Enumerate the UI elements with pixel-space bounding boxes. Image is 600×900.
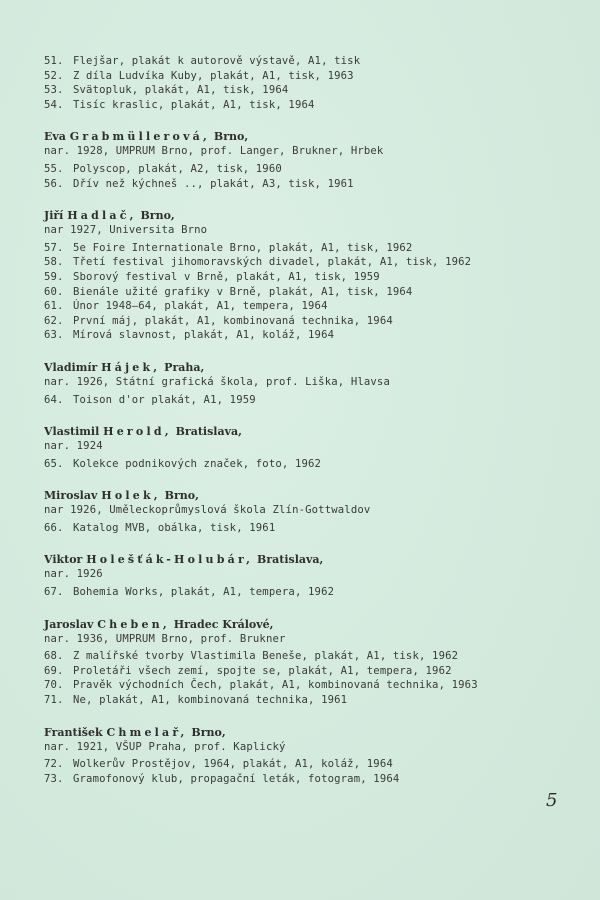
- entry-number: 68.: [44, 650, 64, 663]
- artist-section-cheben: [44, 617, 584, 708]
- entry-number: 61.: [44, 300, 64, 313]
- artist-info: nar. 1928, UMPRUM Brno, prof. Langer, Brukner, Hrbek: [44, 145, 384, 158]
- artist-surname: Cheben,: [97, 617, 170, 631]
- catalog-entry: [44, 772, 584, 787]
- artist-heading: [44, 129, 584, 144]
- artist-heading: [44, 360, 584, 375]
- entry-number: 53.: [44, 84, 64, 97]
- artist-city: Hradec Králové,: [173, 617, 274, 631]
- artist-first-name: Eva: [44, 130, 66, 144]
- artist-heading: [44, 488, 584, 503]
- artist-section-hajek: [44, 360, 584, 407]
- artist-info: nar 1927, Universita Brno: [44, 224, 208, 237]
- entry-text: Kolekce podnikových značek, foto, 1962: [73, 457, 322, 470]
- entry-list: [44, 585, 584, 600]
- artist-info: nar. 1926: [44, 568, 103, 581]
- artist-info: nar. 1936, UMPRUM Brno, prof. Brukner: [44, 632, 286, 645]
- catalog-entry: [44, 314, 584, 329]
- artist-city: Bratislava,: [175, 425, 242, 439]
- catalog-entry: [44, 285, 584, 300]
- artist-city: Praha,: [164, 360, 205, 374]
- catalog-entry: [44, 585, 584, 600]
- artist-first-name: Jaroslav: [44, 617, 94, 631]
- artist-surname: Grabmüllerová,: [69, 130, 211, 144]
- artist-first-name: František: [44, 725, 103, 739]
- continued-entries: [44, 54, 584, 112]
- catalog-entry: [44, 678, 584, 693]
- artist-section-hadlac: [44, 208, 584, 343]
- catalog-entry: [44, 649, 584, 664]
- entry-list: [44, 457, 584, 472]
- catalog-entry: [44, 162, 584, 177]
- entry-number: 59.: [44, 270, 64, 283]
- entry-number: 69.: [44, 664, 64, 677]
- artist-section-holestak-holubar: [44, 552, 584, 599]
- entry-text: Tisíc kraslic, plakát, A1, tisk, 1964: [73, 98, 315, 111]
- artist-section-herold: [44, 424, 584, 471]
- entry-text: Toison d'or plakát, A1, 1959: [73, 393, 256, 406]
- artist-first-name: Vladimír: [44, 360, 98, 374]
- artist-info: nar 1926, Uměleckoprůmyslová škola Zlín-Gottwaldov: [44, 504, 371, 517]
- entry-number: 67.: [44, 586, 64, 599]
- artist-surname: Herold,: [103, 425, 172, 439]
- catalog-entry: [44, 83, 584, 98]
- entry-text: Polyscop, plakát, A2, tisk, 1960: [73, 162, 282, 175]
- entry-text: První máj, plakát, A1, kombinovaná technika, 1964: [73, 314, 393, 327]
- entry-number: 71.: [44, 694, 64, 707]
- entry-text: Svätopluk, plakát, A1, tisk, 1964: [73, 84, 289, 97]
- artist-surname: Holešťák-Holubár,: [86, 553, 254, 567]
- entry-text: Flejšar, plakát k autorově výstavě, A1, tisk: [73, 55, 361, 67]
- entry-text: Proletáři všech zemí, spojte se, plakát, A1, tempera, 1962: [73, 664, 452, 677]
- entry-list: [44, 521, 584, 536]
- artist-city: Brno,: [191, 725, 226, 739]
- artist-first-name: Vlastimil: [44, 425, 100, 439]
- entry-text: Mírová slavnost, plakát, A1, koláž, 1964: [73, 329, 335, 342]
- catalog-entry: [44, 457, 584, 472]
- entry-text: Ne, plakát, A1, kombinovaná technika, 1961: [73, 694, 348, 707]
- page-number: 5: [546, 790, 558, 811]
- entry-number: 73.: [44, 772, 64, 785]
- catalog-entry: [44, 69, 584, 84]
- entry-number: 52.: [44, 69, 64, 82]
- entry-text: Třetí festival jihomoravských divadel, plakát, A1, tisk, 1962: [73, 256, 472, 269]
- artist-surname: Hájek,: [101, 360, 161, 374]
- artist-first-name: Miroslav: [44, 489, 98, 503]
- artist-surname: Holek,: [101, 489, 161, 503]
- entry-list: [44, 649, 584, 707]
- entry-number: 70.: [44, 679, 64, 692]
- catalog-content: [44, 54, 584, 786]
- artist-section-grabmullerova: [44, 129, 584, 191]
- artist-section-holek: [44, 488, 584, 535]
- entry-list: [44, 241, 584, 343]
- artist-surname: Hadlač,: [67, 209, 137, 223]
- entry-number: 57.: [44, 241, 64, 254]
- artist-heading: [44, 725, 584, 740]
- catalog-entry: [44, 328, 584, 343]
- entry-number: 60.: [44, 285, 64, 298]
- catalog-entry: [44, 521, 584, 536]
- entry-text: 5e Foire Internationale Brno, plakát, A1, tisk, 1962: [73, 241, 413, 254]
- artist-heading: [44, 552, 584, 567]
- catalog-entry: [44, 693, 584, 708]
- entry-number: 51.: [44, 55, 64, 67]
- entry-list: [44, 757, 584, 786]
- catalog-entry: [44, 270, 584, 285]
- artist-heading: [44, 208, 584, 223]
- artist-first-name: Viktor: [44, 553, 83, 567]
- entry-number: 72.: [44, 758, 64, 771]
- artist-section-chmelar: [44, 725, 584, 787]
- entry-text: Pravěk východních Čech, plakát, A1, kombinovaná technika, 1963: [73, 679, 478, 692]
- artist-city: Brno,: [164, 489, 199, 503]
- entry-number: 65.: [44, 457, 64, 470]
- artist-city: Brno,: [140, 209, 175, 223]
- entry-number: 62.: [44, 314, 64, 327]
- entry-text: Bienále užité grafiky v Brně, plakát, A1, tisk, 1964: [73, 285, 413, 298]
- entry-text: Z díla Ludvíka Kuby, plakát, A1, tisk, 1963: [73, 69, 354, 82]
- catalog-entry: [44, 177, 584, 192]
- artist-surname: Chmelař,: [106, 725, 188, 739]
- catalog-entry: [44, 664, 584, 679]
- artist-first-name: Jiří: [44, 209, 64, 223]
- catalog-entry: [44, 299, 584, 314]
- catalog-entry: [44, 255, 584, 270]
- artist-heading: [44, 424, 584, 439]
- entry-text: Wolkerův Prostějov, 1964, plakát, A1, koláž, 1964: [73, 758, 393, 771]
- entry-number: 56.: [44, 177, 64, 190]
- artist-info: nar. 1921, VŠUP Praha, prof. Kaplický: [44, 740, 286, 753]
- entry-number: 66.: [44, 521, 64, 534]
- artist-heading: [44, 617, 584, 632]
- catalog-entry: [44, 393, 584, 408]
- entry-list: [44, 162, 584, 191]
- entry-text: Katalog MVB, obálka, tisk, 1961: [73, 521, 276, 534]
- artist-info: nar. 1926, Státní grafická škola, prof. Liška, Hlavsa: [44, 375, 390, 388]
- entry-text: Únor 1948—64, plakát, A1, tempera, 1964: [73, 300, 328, 313]
- catalog-entry: [44, 98, 584, 113]
- entry-text: Bohemia Works, plakát, A1, tempera, 1962: [73, 586, 335, 599]
- entry-number: 55.: [44, 162, 64, 175]
- entry-number: 54.: [44, 98, 64, 111]
- entry-number: 63.: [44, 329, 64, 342]
- entry-list: [44, 393, 584, 408]
- catalog-entry: [44, 54, 584, 69]
- catalog-entry: [44, 757, 584, 772]
- entry-number: 64.: [44, 393, 64, 406]
- artist-city: Bratislava,: [257, 553, 324, 567]
- entry-text: Gramofonový klub, propagační leták, fotogram, 1964: [73, 772, 400, 785]
- entry-number: 58.: [44, 256, 64, 269]
- artist-city: Brno,: [213, 130, 249, 144]
- artist-info: nar. 1924: [44, 440, 103, 453]
- catalog-entry: [44, 241, 584, 256]
- entry-text: Sborový festival v Brně, plakát, A1, tisk, 1959: [73, 270, 380, 283]
- entry-text: Dřív než kýchneš .., plakát, A3, tisk, 1961: [73, 177, 354, 190]
- entry-text: Z malířské tvorby Vlastimila Beneše, plakát, A1, tisk, 1962: [73, 650, 459, 663]
